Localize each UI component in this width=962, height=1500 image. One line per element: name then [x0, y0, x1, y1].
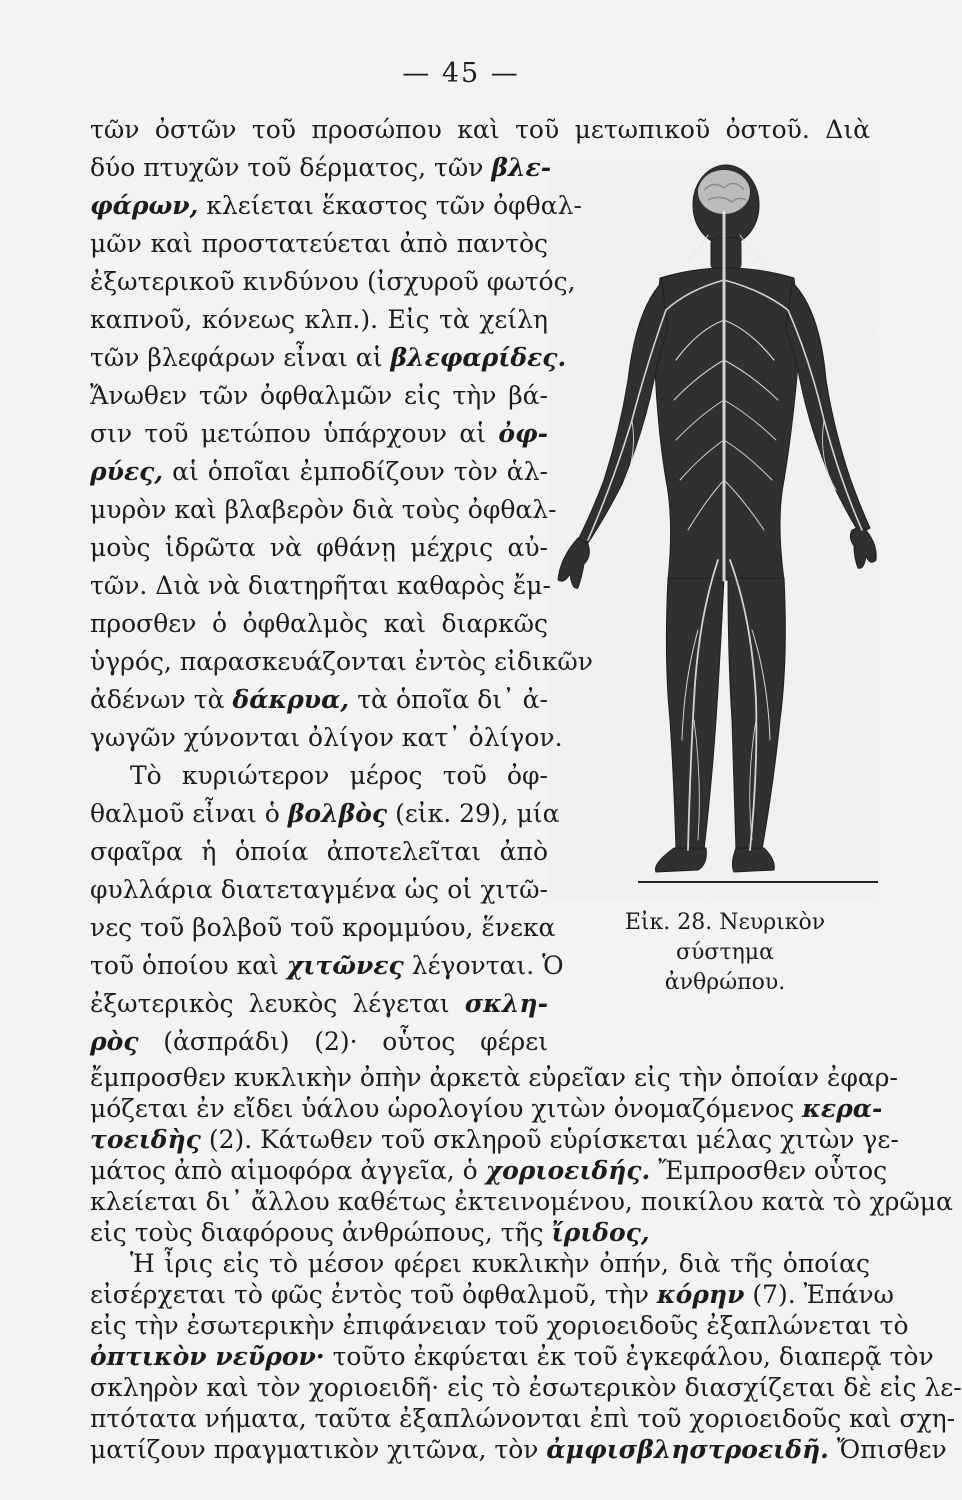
text-line: μυρὸν καὶ βλαβερὸν διὰ τοὺς ὀφθαλ-: [90, 495, 557, 524]
text-line: σιν τοῦ μετώπου ὑπάρχουν αἱ ὀφ-: [90, 419, 549, 448]
text-line: τῶν ὀστῶν τοῦ προσώπου καὶ τοῦ μετωπικοῦ ὀστοῦ. Διὰ: [90, 115, 870, 144]
text-line: Τὸ κυριώτερον μέρος τοῦ ὀφ-: [130, 761, 548, 790]
text-line: Ἡ ἶρις εἰς τὸ μέσον φέρει κυκλικὴν ὀπήν, διὰ τῆς ὁποίας: [130, 1249, 870, 1278]
text-line: ἔμπροσθεν κυκλικὴν ὀπὴν ἀρκετὰ εὐρεῖαν εἰς τὴν ὁποίαν ἐφαρ-: [90, 1063, 898, 1092]
text-line: καπνοῦ, κόνεως κλπ.). Εἰς τὰ χείλη: [90, 305, 548, 334]
text-line: ρύες, αἱ ὁποῖαι ἐμποδίζουν τὸν ἁλ-: [90, 457, 548, 486]
text-line: ἐξωτερικὸς λευκὸς λέγεται σκλη-: [90, 989, 548, 1018]
nervous-system-illustration: [548, 160, 878, 900]
text-line: μόζεται ἐν εἴδει ὑάλου ὡρολογίου χιτὼν ὀνομαζόμενος κερα-: [90, 1094, 883, 1123]
text-line: ματίζουν πραγματικὸν χιτῶνα, τὸν ἀμφισβληστροειδῆ. Ὄπισθεν: [90, 1435, 947, 1464]
text-line: μοὺς ἱδρῶτα νὰ φθάνῃ μέχρις αὐ-: [90, 533, 548, 562]
text-line: τοῦ ὁποίου καὶ χιτῶνες λέγονται. Ὁ: [90, 951, 564, 980]
text-line: μάτος ἀπὸ αἱμοφόρα ἀγγεῖα, ὁ χοριοειδής. Ἔμπροσθεν οὗτος: [90, 1156, 888, 1185]
nervous-system-figure: [548, 160, 878, 900]
text-line: εἰσέρχεται τὸ φῶς ἐντὸς τοῦ ὀφθαλμοῦ, τὴν κόρην (7). Ἐπάνω: [90, 1280, 894, 1309]
text-line: εἰς τοὺς διαφόρους ἀνθρώπους, τῆς ἴριδος,: [90, 1218, 650, 1247]
text-line: νες τοῦ βολβοῦ τοῦ κρομμύου, ἕνεκα: [90, 913, 556, 942]
text-line: θαλμοῦ εἶναι ὁ βολβὸς (εἰκ. 29), μία: [90, 799, 560, 828]
text-line: πτότατα νήματα, ταῦτα ἐξαπλώνονται ἐπὶ τοῦ χοριοειδοῦς καὶ σχη-: [90, 1404, 956, 1433]
text-line: προσθεν ὁ ὀφθαλμὸς καὶ διαρκῶς: [90, 609, 548, 638]
text-line: κλείεται δι᾽ ἄλλου καθέτως ἐκτεινομένου, ποικίλου κατὰ τὸ χρῶμα: [90, 1187, 953, 1216]
page-number: — 45 —: [402, 58, 520, 89]
text-line: τῶν βλεφάρων εἶναι αἱ βλεφαρίδες.: [90, 343, 567, 372]
text-line: σκληρὸν καὶ τὸν χοριοειδῆ· εἰς τὸ ἐσωτερικὸν διασχίζεται δὲ εἰς λε-: [90, 1373, 962, 1402]
text-line: Ἄνωθεν τῶν ὀφθαλμῶν εἰς τὴν βά-: [90, 381, 548, 410]
text-line: εἰς τὴν ἐσωτερικὴν ἐπιφάνειαν τοῦ χοριοειδοῦς ἐξαπλώνεται τὸ: [90, 1311, 909, 1340]
text-line: ὑγρός, παρασκευάζονται ἐντὸς εἰδικῶν: [90, 647, 593, 676]
text-line: μῶν καὶ προστατεύεται ἀπὸ παντὸς: [90, 229, 548, 258]
text-line: δύο πτυχῶν τοῦ δέρματος, τῶν βλε-: [90, 153, 552, 182]
text-line: ἀδένων τὰ δάκρυα, τὰ ὁποῖα δι᾽ ἀ-: [90, 685, 549, 714]
text-line: σφαῖρα ἡ ὁποία ἀποτελεῖται ἀπὸ: [90, 837, 548, 866]
figure-caption: [575, 908, 875, 998]
text-line: γωγῶν χύνονται ὀλίγον κατ᾽ ὀλίγον.: [90, 723, 563, 752]
text-line: ὀπτικὸν νεῦρον· τοῦτο ἐκφύεται ἐκ τοῦ ἐγκεφάλου, διαπερᾷ τὸν: [90, 1342, 934, 1371]
text-line: τοειδὴς (2). Κάτωθεν τοῦ σκληροῦ εὑρίσκεται μέλας χιτὼν γε-: [90, 1125, 899, 1154]
caption-line: ἀνθρώπου.: [664, 970, 786, 995]
text-line: φάρων, κλείεται ἕκαστος τῶν ὀφθαλ-: [90, 191, 582, 220]
text-line: ρὸς (ἀσπράδι) (2)· οὗτος φέρει: [90, 1027, 548, 1056]
text-line: τῶν. Διὰ νὰ διατηρῆται καθαρὸς ἔμ-: [90, 571, 551, 600]
text-line: φυλλάρια διατεταγμένα ὡς οἱ χιτῶ-: [90, 875, 548, 904]
caption-line: Εἰκ. 28. Νευρικὸν σύστημα: [624, 910, 826, 965]
text-line: ἐξωτερικοῦ κινδύνου (ἰσχυροῦ φωτός,: [90, 267, 576, 296]
